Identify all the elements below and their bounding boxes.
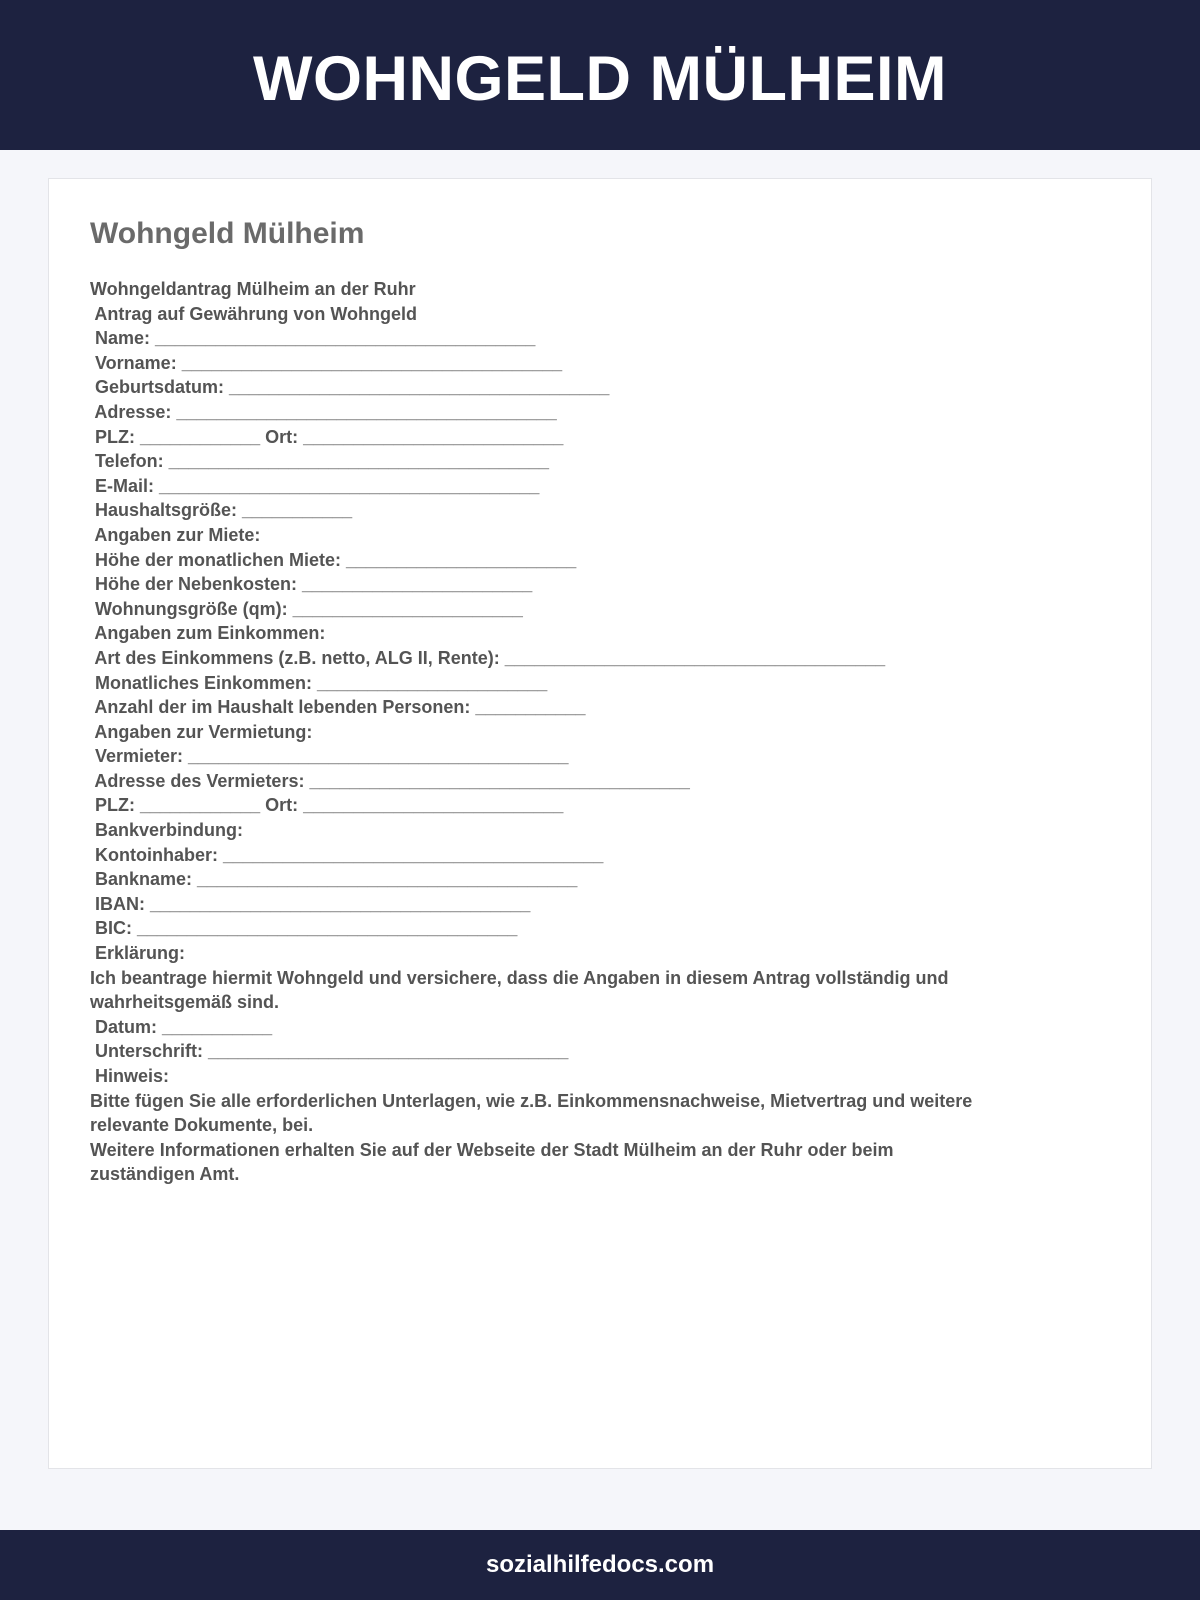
form-line: IBAN: ______________________________________ <box>90 893 531 914</box>
document-card <box>48 178 1152 1469</box>
footer-site-label: sozialhilfedocs.com <box>485 1551 715 1578</box>
form-line: Angaben zum Einkommen: <box>90 623 326 644</box>
form-line: Monatliches Einkommen: _______________________ <box>90 672 548 693</box>
form-line: Wohnungsgröße (qm): _______________________ <box>90 598 523 619</box>
form-line: BIC: ______________________________________ <box>90 918 518 939</box>
form-line: wahrheitsgemäß sind. <box>90 992 280 1013</box>
form-line: Ich beantrage hiermit Wohngeld und versichere, dass die Angaben in diesem Antrag vollständig und <box>90 967 949 988</box>
form-line: Vorname: ______________________________________ <box>90 352 563 373</box>
page-header <box>0 0 1200 150</box>
page-footer <box>0 1530 1200 1600</box>
form-line: PLZ: ____________ Ort: __________________________ <box>90 426 564 447</box>
form-line: Bankverbindung: <box>90 820 244 841</box>
form-line: Bitte fügen Sie alle erforderlichen Unterlagen, wie z.B. Einkommensnachweise, Mietvertrag und weitere <box>90 1090 973 1111</box>
form-line: Erklärung: <box>90 943 186 964</box>
form-line: Angaben zur Vermietung: <box>90 721 313 742</box>
form-line: Geburtsdatum: ______________________________________ <box>90 377 610 398</box>
form-line: E-Mail: ______________________________________ <box>90 475 540 496</box>
form-line: Name: ______________________________________ <box>90 328 536 349</box>
form-line: Haushaltsgröße: ___________ <box>90 500 353 521</box>
document-title: Wohngeld Mülheim <box>90 217 365 250</box>
form-line: Art des Einkommens (z.B. netto, ALG II, Rente): ______________________________________ <box>90 647 886 668</box>
form-line: Antrag auf Gewährung von Wohngeld <box>90 303 417 324</box>
form-line: Weitere Informationen erhalten Sie auf der Webseite der Stadt Mülheim an der Ruhr oder beim <box>90 1139 894 1160</box>
form-line: Bankname: ______________________________________ <box>90 869 578 890</box>
document-content <box>90 277 1110 1187</box>
form-line: Kontoinhaber: ______________________________________ <box>90 844 604 865</box>
form-line: Adresse: ______________________________________ <box>90 401 557 422</box>
form-line: Telefon: ______________________________________ <box>90 451 550 472</box>
page-header-title: WOHNGELD MÜLHEIM <box>253 44 947 114</box>
form-line: Angaben zur Miete: <box>90 524 261 545</box>
form-line: relevante Dokumente, bei. <box>90 1115 314 1136</box>
form-line: Unterschrift: ____________________________________ <box>90 1041 569 1062</box>
form-line: Höhe der Nebenkosten: _______________________ <box>90 574 533 595</box>
page-body <box>0 150 1200 1530</box>
form-line: Wohngeldantrag Mülheim an der Ruhr <box>90 279 416 299</box>
form-line: Vermieter: ______________________________________ <box>90 746 569 767</box>
form-line: Datum: ___________ <box>90 1016 273 1037</box>
form-line: Hinweis: <box>90 1066 170 1086</box>
form-line: zuständigen Amt. <box>90 1164 240 1185</box>
form-line: Adresse des Vermieters: ______________________________________ <box>90 770 690 791</box>
form-line: Anzahl der im Haushalt lebenden Personen: ___________ <box>90 697 586 718</box>
form-line: PLZ: ____________ Ort: __________________________ <box>90 795 564 816</box>
form-line: Höhe der monatlichen Miete: _______________________ <box>90 549 577 570</box>
